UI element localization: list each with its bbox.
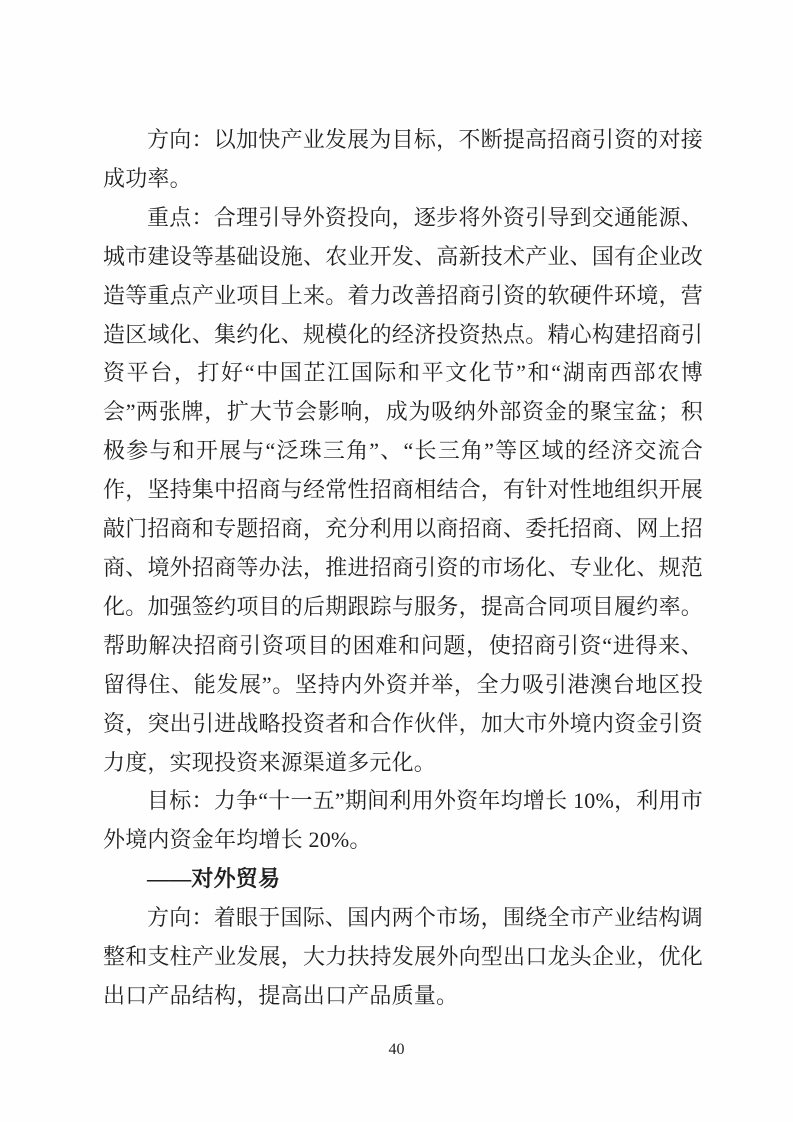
paragraph-investment-target: 目标：力争“十一五”期间利用外资年均增长 10%，利用市外境内资金年均增长 20%。 xyxy=(103,788,703,853)
paragraph-investment-key-points: 重点：合理引导外资投向，逐步将外资引导到交通能源、城市建设等基础设施、农业开发、高新技术产业、国有企业改造等重点产业项目上来。着力改善招商引资的软硬件环境，营造区域化、集约化、规模化的经济投资热点。精心构建招商引资平台，打好“中国芷江国际和平文化节”和“湖南西部农博会”两张牌，扩大节会影响，成为吸纳外部资金的聚宝盆；积极参与和开展与“泛珠三角”、“长三角”等区域的经济交流合作，坚持集中招商与经常性招商相结合，有针对性地组织开展敲门招商和专题招商，充分利用以商招商、委托招商、网上招商、境外招商等办法，推进招商引资的市场化、专业化、规范化。加强签约项目的后期跟踪与服务，提高合同项目履约率。帮助解决招商引资项目的困难和问题，使招商引资“进得来、留得住、能发展”。坚持内外资并举，全力吸引港澳台地区投资，突出引进战略投资者和合作伙伴，加大市外境内资金引资力度，实现投资来源渠道多元化。 xyxy=(103,204,703,775)
page-content xyxy=(103,121,703,1016)
page-number: 40 xyxy=(388,1041,405,1058)
heading-foreign-trade: ——对外贸易 xyxy=(147,866,281,892)
paragraph-trade-direction: 方向：着眼于国际、国内两个市场，围绕全市产业结构调整和支柱产业发展，大力扶持发展外向型出口龙头企业，优化出口产品结构，提高出口产品质量。 xyxy=(103,905,703,1008)
paragraph-investment-direction: 方向：以加快产业发展为目标，不断提高招商引资的对接成功率。 xyxy=(103,127,703,191)
